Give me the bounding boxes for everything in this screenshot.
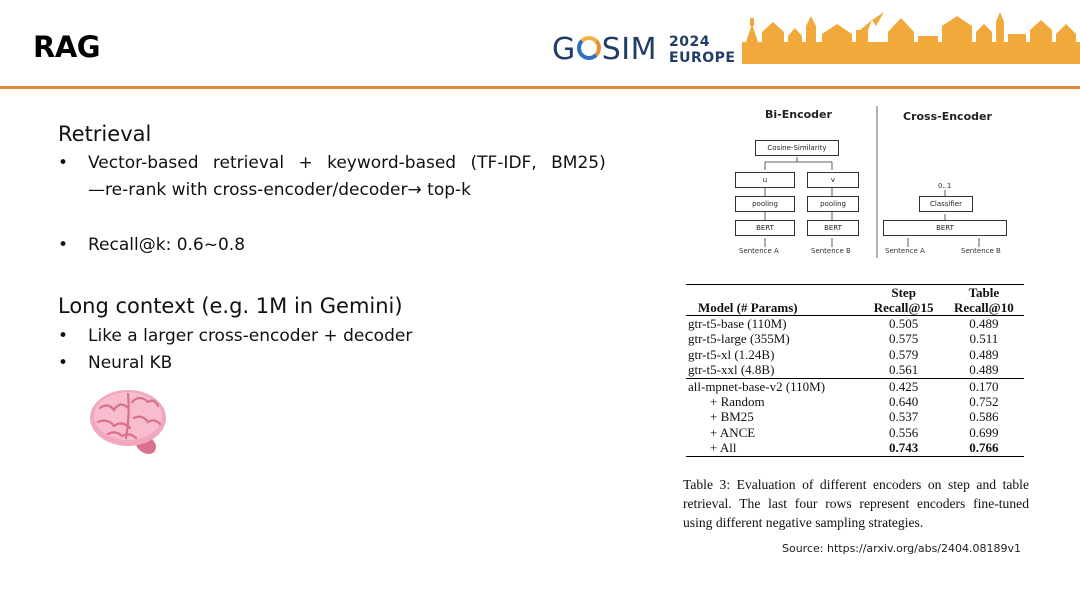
bi-encoder-title: Bi-Encoder — [765, 108, 832, 121]
table-row — [686, 378, 1024, 394]
bullet-vector-retrieval — [58, 150, 638, 206]
table-row — [686, 362, 1024, 378]
bullet-larger-cross-encoder — [58, 323, 508, 350]
cell-table: 0.511 — [969, 331, 999, 347]
header-step: Step Recall@15 — [873, 285, 934, 315]
slide-title: RAG — [33, 30, 101, 64]
bert-box-a: BERT — [735, 220, 795, 236]
cell-step: 0.640 — [889, 394, 919, 410]
cosine-similarity-box: Cosine-Similarity — [755, 140, 839, 156]
cell-table: 0.766 — [969, 440, 999, 456]
cell-step: 0.556 — [889, 424, 919, 440]
table-group-gtr — [686, 316, 1024, 379]
cell-table: 0.586 — [969, 409, 999, 425]
header-model: Model (# Params) — [698, 300, 798, 315]
table-row — [686, 331, 1024, 346]
cell-step: 0.743 — [889, 440, 919, 456]
v-vector-box: v — [807, 172, 859, 188]
u-vector-box: u — [735, 172, 795, 188]
cell-step: 0.505 — [889, 316, 919, 331]
cell-step: 0.537 — [889, 409, 919, 425]
cell-model: gtr-t5-base (110M) — [688, 316, 787, 331]
bullet-dot: • — [58, 153, 69, 173]
source-citation: Source: https://arxiv.org/abs/2404.08189v1 — [782, 542, 1021, 555]
cell-model: + All — [710, 440, 737, 456]
cell-table: 0.489 — [969, 362, 999, 378]
bullet-neural-kb — [58, 350, 358, 377]
header-table: Table Recall@10 — [954, 285, 1014, 315]
bullet-recall — [58, 232, 458, 259]
table-caption: Table 3: Evaluation of different encoders on step and table retrieval. The last four rows represent encoders fine-tuned using different negative sampling strategies. — [683, 477, 1029, 530]
bullet-dot: • — [58, 326, 69, 346]
table-row — [686, 347, 1024, 362]
bullet-text: Neural KB — [88, 353, 173, 373]
cell-model: all-mpnet-base-v2 (110M) — [688, 378, 826, 394]
cell-model: gtr-t5-large (355M) — [688, 331, 790, 347]
bullet-dot: • — [58, 353, 69, 373]
encoder-diagram — [725, 102, 1035, 262]
city-skyline-icon — [742, 12, 1080, 64]
cell-step: 0.425 — [889, 378, 919, 394]
gosim-logo — [552, 28, 735, 72]
classifier-box: Classifier — [919, 196, 973, 212]
logo-year-region: 2024 EUROPE — [669, 34, 736, 66]
cell-table: 0.699 — [969, 424, 999, 440]
cell-model: gtr-t5-xxl (4.8B) — [688, 362, 775, 378]
cell-step: 0.575 — [889, 331, 919, 347]
sentence-a-label: Sentence A — [739, 247, 779, 255]
table-row — [686, 440, 1024, 456]
table-row — [686, 316, 1024, 332]
pooling-box-a: pooling — [735, 196, 795, 212]
cell-step: 0.561 — [889, 362, 919, 378]
bullet-text-line1: Vector-based retrieval + keyword-based (TF-IDF, BM25) — [88, 153, 606, 173]
cell-table: 0.752 — [969, 394, 999, 410]
cell-table: 0.489 — [969, 316, 999, 331]
cross-sentence-b-label: Sentence B — [961, 247, 1001, 255]
cell-model: + ANCE — [710, 424, 756, 440]
cell-model: + BM25 — [710, 409, 754, 425]
bert-box-b: BERT — [807, 220, 859, 236]
long-context-heading: Long context (e.g. 1M in Gemini) — [58, 294, 403, 318]
score-range-label: 0..1 — [938, 182, 952, 190]
bullet-text: Like a larger cross-encoder + decoder — [88, 326, 413, 346]
cross-encoder-title: Cross-Encoder — [903, 110, 992, 123]
table-group-mpnet — [686, 378, 1024, 456]
bullet-text: Recall@k: 0.6~0.8 — [88, 235, 246, 255]
retrieval-heading: Retrieval — [58, 122, 152, 146]
cell-step: 0.579 — [889, 346, 919, 362]
recall-results-table — [686, 284, 1024, 457]
cross-sentence-a-label: Sentence A — [885, 247, 925, 255]
table-row — [686, 409, 1024, 424]
cross-bert-box: BERT — [883, 220, 1007, 236]
table-row — [686, 394, 1024, 409]
header-divider — [0, 86, 1080, 89]
cell-table: 0.170 — [969, 378, 999, 394]
logo-wordmark: G SIM — [552, 32, 658, 67]
cell-model: + Random — [710, 394, 765, 410]
logo-ring-icon — [577, 36, 601, 60]
brain-icon — [88, 386, 174, 458]
cell-model: gtr-t5-xl (1.24B) — [688, 346, 775, 362]
bullet-dot: • — [58, 235, 69, 255]
pooling-box-b: pooling — [807, 196, 859, 212]
sentence-b-label: Sentence B — [811, 247, 851, 255]
bullet-text-line2: —re-rank with cross-encoder/decoder→ top-k — [88, 180, 471, 200]
cell-table: 0.489 — [969, 346, 999, 362]
table-row — [686, 425, 1024, 440]
